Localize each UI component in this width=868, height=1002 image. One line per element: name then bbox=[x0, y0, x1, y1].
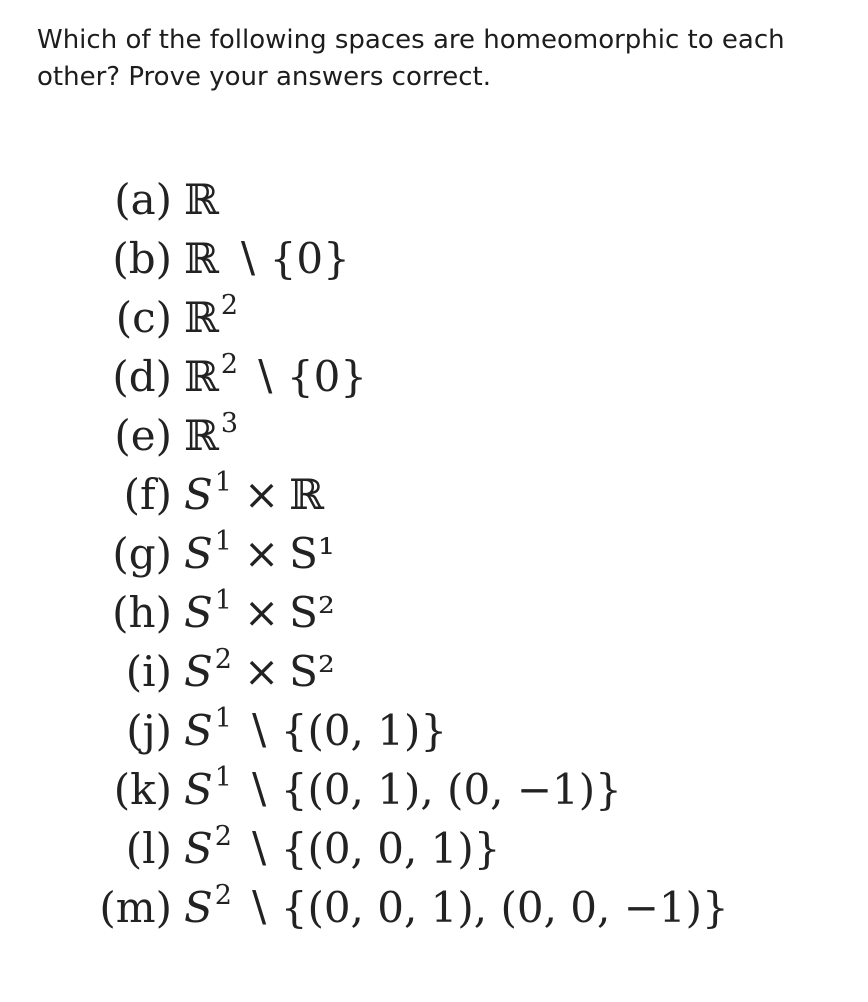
operator: ∖ bbox=[250, 352, 277, 401]
item-expression bbox=[184, 878, 729, 937]
list-item bbox=[0, 760, 868, 819]
item-label: (c) bbox=[115, 293, 172, 342]
list-item bbox=[0, 229, 868, 288]
space-symbol: S bbox=[184, 529, 213, 578]
list-item bbox=[0, 288, 868, 347]
list-item bbox=[0, 524, 868, 583]
item-expression bbox=[184, 819, 501, 878]
list-item bbox=[0, 347, 868, 406]
item-expression bbox=[184, 170, 221, 229]
item-label: (a) bbox=[114, 175, 172, 224]
item-expression bbox=[184, 347, 367, 406]
space-exponent: 1 bbox=[214, 762, 232, 793]
list-item bbox=[0, 819, 868, 878]
item-expression bbox=[184, 288, 238, 347]
question-text bbox=[37, 22, 857, 96]
operand: S² bbox=[289, 588, 335, 637]
space-symbol: S bbox=[184, 647, 213, 696]
item-label: (k) bbox=[113, 765, 172, 814]
item-expression bbox=[184, 229, 350, 288]
item-expression bbox=[184, 642, 335, 701]
item-label: (g) bbox=[112, 529, 172, 578]
space-symbol: ℝ bbox=[184, 293, 219, 342]
space-symbol: S bbox=[184, 824, 213, 873]
space-symbol: S bbox=[184, 706, 213, 755]
item-expression bbox=[184, 583, 335, 642]
operator: ∖ bbox=[232, 234, 260, 283]
operator: × bbox=[243, 529, 280, 578]
list-item bbox=[0, 878, 868, 937]
item-expression bbox=[184, 760, 622, 819]
space-exponent: 1 bbox=[214, 467, 232, 498]
spaces-list bbox=[0, 170, 868, 937]
operator: × bbox=[243, 647, 280, 696]
item-label: (j) bbox=[126, 706, 172, 755]
space-symbol: S bbox=[184, 883, 213, 932]
space-exponent: 2 bbox=[214, 821, 232, 852]
space-exponent: 2 bbox=[220, 290, 239, 321]
space-exponent: 1 bbox=[214, 526, 232, 557]
space-symbol: ℝ bbox=[184, 175, 219, 224]
list-item bbox=[0, 406, 868, 465]
item-label: (h) bbox=[112, 588, 172, 637]
item-label: (l) bbox=[125, 824, 172, 873]
space-exponent: 2 bbox=[220, 349, 239, 380]
operator: × bbox=[243, 470, 280, 519]
item-expression bbox=[184, 406, 238, 465]
item-label: (m) bbox=[99, 883, 172, 932]
operand: S¹ bbox=[289, 529, 335, 578]
space-symbol: ℝ bbox=[184, 352, 219, 401]
item-expression bbox=[184, 524, 335, 583]
item-label: (b) bbox=[112, 234, 172, 283]
operand: {(0, 1)} bbox=[280, 706, 448, 755]
operand: {0} bbox=[286, 352, 368, 401]
item-label: (f) bbox=[123, 470, 172, 519]
space-exponent: 2 bbox=[214, 644, 232, 675]
item-label: (d) bbox=[112, 352, 172, 401]
space-exponent: 3 bbox=[220, 408, 239, 439]
space-symbol: ℝ bbox=[184, 234, 219, 283]
space-symbol: S bbox=[184, 470, 213, 519]
operator: ∖ bbox=[243, 706, 271, 755]
list-item bbox=[0, 583, 868, 642]
operator: ∖ bbox=[243, 765, 271, 814]
operator: ∖ bbox=[243, 883, 271, 932]
question-line-1: Which of the following spaces are homeomorphic to each bbox=[37, 25, 785, 55]
space-exponent: 1 bbox=[214, 585, 232, 616]
item-expression bbox=[184, 465, 324, 524]
space-symbol: S bbox=[184, 765, 213, 814]
operand: {0} bbox=[269, 234, 350, 283]
item-expression bbox=[184, 701, 447, 760]
operand: {(0, 0, 1)} bbox=[280, 824, 501, 873]
list-item bbox=[0, 642, 868, 701]
list-item bbox=[0, 170, 868, 229]
operand: {(0, 1), (0, −1)} bbox=[280, 765, 622, 814]
operand: ℝ bbox=[289, 470, 325, 519]
operator: × bbox=[243, 588, 280, 637]
space-exponent: 1 bbox=[214, 703, 232, 734]
space-symbol: ℝ bbox=[184, 411, 219, 460]
space-exponent: 2 bbox=[214, 880, 232, 911]
item-label: (i) bbox=[125, 647, 172, 696]
list-item bbox=[0, 465, 868, 524]
item-label: (e) bbox=[114, 411, 172, 460]
question-line-2: other? Prove your answers correct. bbox=[37, 62, 491, 92]
list-item bbox=[0, 701, 868, 760]
operand: {(0, 0, 1), (0, 0, −1)} bbox=[280, 883, 729, 932]
operand: S² bbox=[289, 647, 335, 696]
space-symbol: S bbox=[184, 588, 213, 637]
operator: ∖ bbox=[243, 824, 271, 873]
